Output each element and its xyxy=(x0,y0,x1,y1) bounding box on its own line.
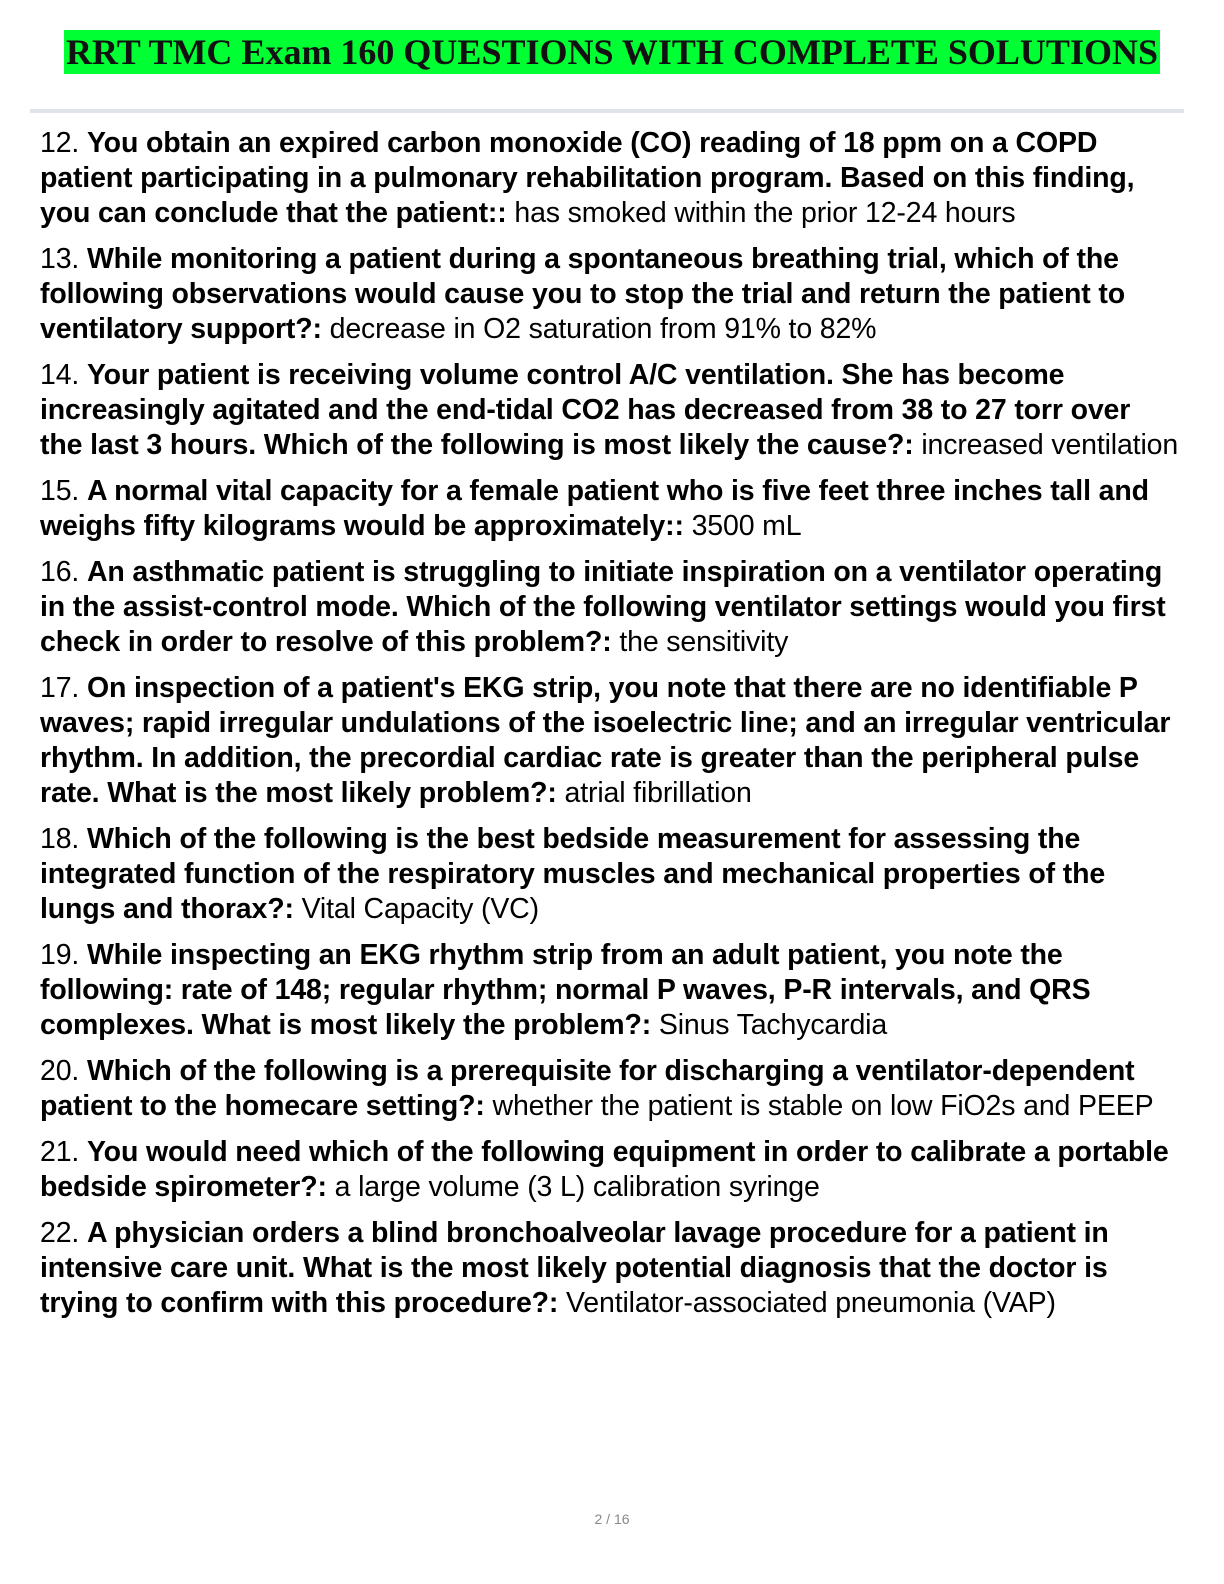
question-item-15 xyxy=(40,474,1180,544)
question-text: You obtain an expired carbon monoxide (CO) reading of 18 ppm on a COPD patient participating in a pulmonary rehabilitation program. Based on this finding, you can conclude that the patient:: xyxy=(40,127,1135,229)
question-number: 20. xyxy=(40,1055,87,1087)
question-number: 15. xyxy=(40,475,87,507)
question-text: You would need which of the following equipment in order to calibrate a portable bedside spirometer?: xyxy=(40,1136,1169,1203)
question-text: A physician orders a blind bronchoalveolar lavage procedure for a patient in intensive care unit. What is the most likely potential diagnosis that the doctor is trying to confirm with this procedure?: xyxy=(40,1217,1109,1319)
question-number: 16. xyxy=(40,556,87,588)
question-item-19 xyxy=(40,938,1180,1043)
header-divider xyxy=(30,109,1184,113)
answer-text: whether the patient is stable on low FiO2s and PEEP xyxy=(484,1090,1154,1122)
question-number: 18. xyxy=(40,823,87,855)
question-number: 22. xyxy=(40,1217,87,1249)
answer-text: atrial fibrillation xyxy=(556,777,752,809)
question-item-13 xyxy=(40,242,1180,347)
question-item-16 xyxy=(40,555,1180,660)
question-number: 14. xyxy=(40,359,87,391)
question-item-22 xyxy=(40,1216,1180,1321)
question-item-18 xyxy=(40,822,1180,927)
page-number: 2 / 16 xyxy=(594,1511,630,1527)
question-text: While inspecting an EKG rhythm strip from an adult patient, you note the following: rate of 148; regular rhythm; normal P waves, P-R intervals, and QRS complexes. What is most likely the problem?: xyxy=(40,939,1091,1041)
question-item-20 xyxy=(40,1054,1180,1124)
question-list xyxy=(40,126,1180,1332)
answer-text: decrease in O2 saturation from 91% to 82% xyxy=(321,313,877,345)
question-item-21 xyxy=(40,1135,1180,1205)
answer-text: Sinus Tachycardia xyxy=(651,1009,888,1041)
answer-text: Vital Capacity (VC) xyxy=(293,893,539,925)
answer-text: increased ventilation xyxy=(913,429,1179,461)
question-number: 17. xyxy=(40,672,87,704)
question-item-12 xyxy=(40,126,1180,231)
document-title: RRT TMC Exam 160 QUESTIONS WITH COMPLETE SOLUTIONS xyxy=(66,32,1158,72)
question-number: 19. xyxy=(40,939,87,971)
question-text: A normal vital capacity for a female patient who is five feet three inches tall and weighs fifty kilograms would be approximately:: xyxy=(40,475,1149,542)
answer-text: Ventilator-associated pneumonia (VAP) xyxy=(558,1287,1056,1319)
question-text: While monitoring a patient during a spontaneous breathing trial, which of the following observations would cause you to stop the trial and return the patient to ventilatory support?: xyxy=(40,243,1126,345)
question-text: Which of the following is the best bedside measurement for assessing the integrated function of the respiratory muscles and mechanical properties of the lungs and thorax?: xyxy=(40,823,1106,925)
question-item-17 xyxy=(40,671,1180,811)
question-text: An asthmatic patient is struggling to initiate inspiration on a ventilator operating in the assist-control mode. Which of the following ventilator settings would you first check in order to resolve of this problem?: xyxy=(40,556,1166,658)
question-number: 21. xyxy=(40,1136,87,1168)
answer-text: the sensitivity xyxy=(611,626,789,658)
question-text: On inspection of a patient's EKG strip, you note that there are no identifiable P waves; rapid irregular undulations of the isoelectric line; and an irregular ventricular rhythm. In addition, the precordial cardiac rate is greater than the peripheral pulse rate. What is the most likely problem?: xyxy=(40,672,1171,809)
answer-text: has smoked within the prior 12-24 hours xyxy=(506,197,1016,229)
title-bar xyxy=(0,30,1224,74)
question-text: Which of the following is a prerequisite for discharging a ventilator-dependent patient to the homecare setting?: xyxy=(40,1055,1135,1122)
answer-text: a large volume (3 L) calibration syringe xyxy=(326,1171,820,1203)
question-number: 12. xyxy=(40,127,87,159)
question-item-14 xyxy=(40,358,1180,463)
question-text: Your patient is receiving volume control A/C ventilation. She has become increasingly agitated and the end-tidal CO2 has decreased from 38 to 27 torr over the last 3 hours. Which of the following is most likely the cause?: xyxy=(40,359,1131,461)
answer-text: 3500 mL xyxy=(683,510,802,542)
question-number: 13. xyxy=(40,243,87,275)
